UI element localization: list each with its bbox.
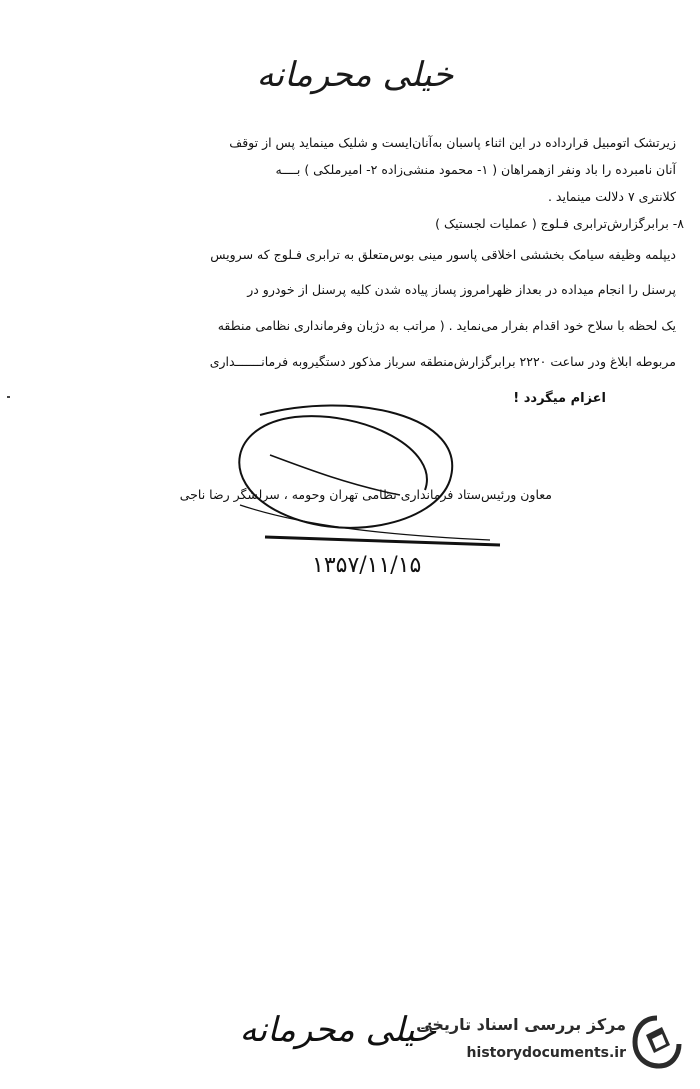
signatory-title: معاون ورئیس‌ستاد فرمانداری نظامی تهران وحومه ، سرلشگر رضا ناجی	[179, 487, 552, 502]
archive-logo-icon	[632, 1015, 682, 1069]
archive-url: historydocuments.ir	[466, 1045, 626, 1061]
item-8-paragraph	[56, 247, 676, 408]
body-line: زیرتشک اتومبیل قرارداده در این اثناء پاسبان به‌آنان‌ایست و شلیک مینماید پس از توقف	[229, 135, 676, 150]
classification-stamp-bottom: خیلی محرمانه	[239, 1010, 437, 1050]
body-line: کلانتری ۷ دلالت مینماید .	[547, 188, 676, 204]
document-date: ۱۳۵۷/۱۱/۱۵	[312, 553, 422, 578]
classification-stamp-top: خیلی محرمانه	[256, 55, 454, 95]
body-line: یک لحظه با سلاح خود اقدام بفرار می‌نماید . ( مراتب به دژبان وفرمانداری نظامی منطقه	[217, 318, 676, 334]
archive-watermark	[382, 1009, 682, 1075]
body-line: پرسنل را انجام میداده در بعداز ظهرامروز پساز پیاده شدن کلیه پرسنل از خودرو در	[247, 282, 676, 298]
item-8-heading: ۸- برابرگزارش‌ترابری فـلوج ( عملیات لجستیک )	[435, 215, 684, 231]
report-body	[56, 135, 684, 427]
signature-scribble	[200, 395, 520, 555]
margin-mark	[7, 396, 10, 398]
body-line: اعزام میگردد !	[513, 391, 606, 406]
archive-name: مرکز بررسی اسناد تاریخی	[416, 1015, 626, 1034]
body-line: مربوطه ابلاغ ودر ساعت ۲۲۲۰ برابرگزارش‌منطقه سرباز مذکور دستگیروبه فرمانـــــــداری	[209, 354, 676, 370]
body-line: دیپلمه وظیفه سیامک بخششی اخلاقی پاسور مینی بوس‌متعلق به ترابری فـلوج که سرویس	[210, 246, 676, 262]
body-line: آنان نامبرده را باد ونفر ازهمراهان ( ۱- محمود منشی‌زاده ۲- امیرملکی ) بــــه	[275, 161, 676, 177]
